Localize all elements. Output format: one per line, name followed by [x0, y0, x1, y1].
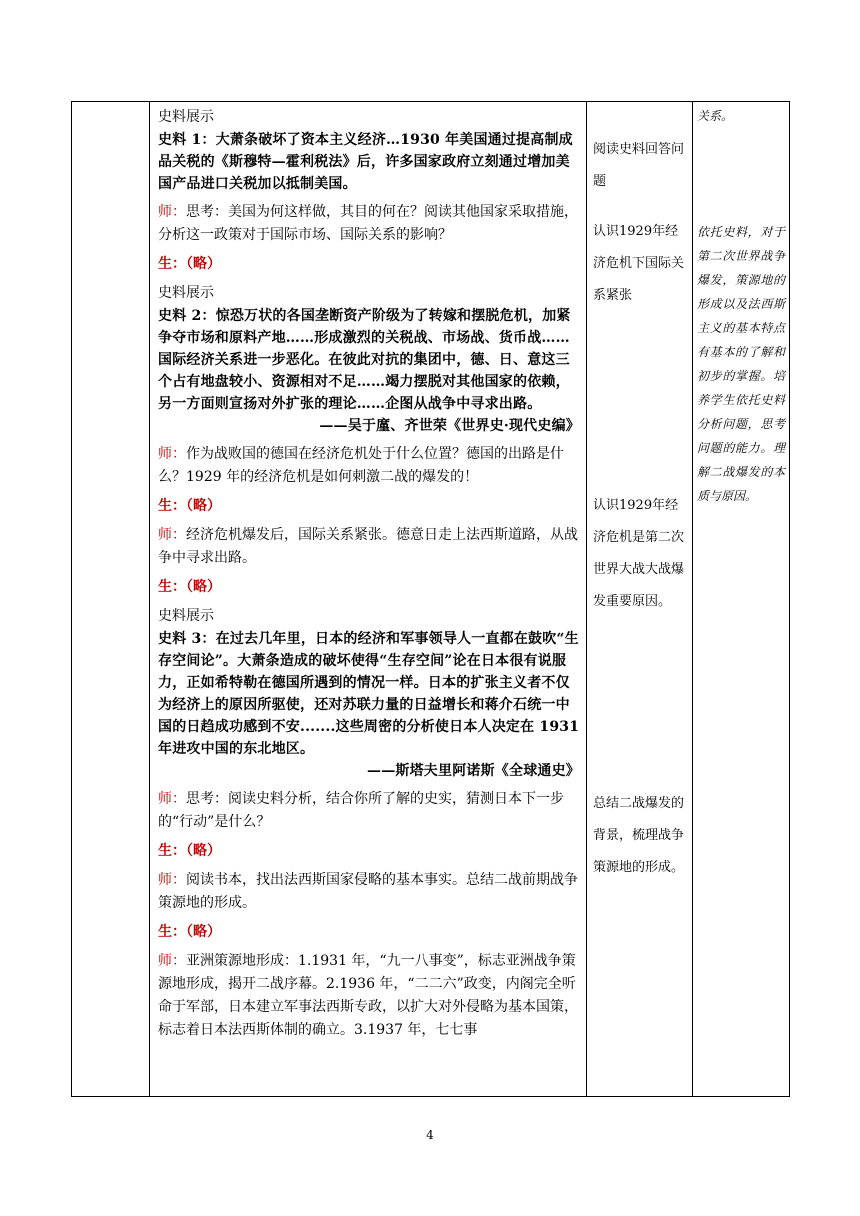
teacher-speaker: 师：	[158, 791, 186, 807]
teaching-process-content	[150, 102, 586, 1042]
teacher-line	[158, 443, 580, 489]
teacher-speaker: 师：	[158, 204, 186, 220]
source-excerpt: 史料 3：在过去几年里，日本的经济和军事领导人一直都在鼓吹“生存空间论”。大萧条造成的破坏使得“生存空间”论在日本很有说服力，正如希特勒在德国所遇到的情况一样。日本的扩张主义者不仅为经济上的原因所驱使，还对苏联力量的日益增长和蒋介石统一中国的日趋成功感到不安.......这些周密的分析使日本人决定在 1931 年进攻中国的东北地区。	[158, 631, 580, 757]
student-text: （略）	[186, 579, 221, 595]
table-row	[72, 102, 790, 1097]
teacher-line	[158, 950, 580, 1042]
student-line	[158, 840, 580, 863]
student-line	[158, 495, 580, 518]
student-text: （略）	[186, 256, 221, 272]
source-citation: ——吴于廑、齐世荣《世界史·现代史编》	[319, 418, 580, 434]
student-speaker: 生：	[158, 579, 186, 595]
teacher-text: 阅读书本，找出法西斯国家侵略的基本事实。总结二战前期战争策源地的形成。	[158, 872, 578, 911]
teacher-text: 思考：美国为何这样做，其目的何在？阅读其他国家采取措施，分析这一政策对于国际市场、国际关系的影响？	[158, 204, 578, 243]
activity-item: 总结二战爆发的背景，梳理战争策源地的形成。	[593, 796, 685, 875]
student-line	[158, 253, 580, 276]
source-excerpt: 史料 1：大萧条破坏了资本主义经济…1930 年美国通过提高制成品关税的《斯穆特—霍利税法》后，许多国家政府立刻通过增加美国产品进口关税加以抵制美国。	[158, 132, 573, 192]
student-line	[158, 576, 580, 599]
teacher-line	[158, 524, 580, 570]
teacher-text: 作为战败国的德国在经济危机处于什么位置？德国的出路是什么？1929 年的经济危机是如何刺激二战的爆发的！	[158, 446, 564, 485]
note-main: 依托史料，对于第二次世界战争爆发，策源地的形成以及法西斯主义的基本特点有基本的了解和初步的掌握。培养学生依托史料分析问题，思考问题的能力。理解二战爆发的本质与原因。	[697, 225, 785, 503]
student-text: （略）	[186, 498, 221, 514]
teacher-speaker: 师：	[158, 953, 186, 969]
student-activity-column	[587, 134, 692, 884]
design-intent-cell	[693, 102, 790, 1097]
activity-item: 认识1929年经济危机是第二次世界大战大战爆发重要原因。	[593, 498, 685, 609]
teacher-text: 亚洲策源地形成：1.1931 年，“九一八事变”，标志亚洲战争策源地形成，揭开二战序幕。2.1936 年，“二二六”政变，内阁完全听命于军部，日本建立军事法西斯专政，以扩大对外侵略为基本国策，标志着日本法西斯体制的确立。3.1937 年，七七事	[158, 953, 578, 1038]
teacher-speaker: 师：	[158, 527, 186, 543]
teacher-text: 思考：阅读史料分析，结合你所了解的史实，猜测日本下一步的“行动”是什么？	[158, 791, 564, 830]
student-line	[158, 921, 580, 944]
teaching-process-cell	[150, 102, 587, 1097]
section-label: 史料展示	[158, 285, 214, 301]
student-speaker: 生：	[158, 924, 186, 940]
source-citation: ——斯塔夫里阿诺斯《全球通史》	[367, 763, 580, 779]
student-text: （略）	[186, 843, 221, 859]
teacher-speaker: 师：	[158, 446, 186, 462]
note-top: 关系。	[697, 109, 734, 123]
teacher-speaker: 师：	[158, 872, 186, 888]
student-speaker: 生：	[158, 843, 186, 859]
student-speaker: 生：	[158, 498, 186, 514]
section-label: 史料展示	[158, 608, 214, 624]
stage-cell	[72, 102, 150, 1097]
student-activity-cell	[587, 102, 693, 1097]
teacher-line	[158, 201, 580, 247]
student-text: （略）	[186, 924, 221, 940]
teacher-text: 经济危机爆发后，国际关系紧张。德意日走上法西斯道路，从战争中寻求出路。	[158, 527, 578, 566]
page-number: 4	[426, 1128, 434, 1142]
lesson-plan-table	[71, 101, 790, 1097]
student-speaker: 生：	[158, 256, 186, 272]
teacher-line	[158, 869, 580, 915]
activity-item: 认识1929年经济危机下国际关系紧张	[593, 224, 685, 303]
activity-item: 阅读史料回答问题	[593, 142, 685, 189]
design-intent-column	[693, 104, 789, 508]
teacher-line	[158, 788, 580, 834]
section-label: 史料展示	[158, 109, 214, 125]
source-excerpt: 史料 2：惊恐万状的各国垄断资产阶级为了转嫁和摆脱危机，加紧争夺市场和原料产地……形成激烈的关税战、市场战、货币战……国际经济关系进一步恶化。在彼此对抗的集团中，德、日、意这三个占有地盘较小、资源相对不足……竭力摆脱对其他国家的依赖，另一方面则宣扬对外扩张的理论……企图从战争中寻求出路。	[158, 308, 571, 412]
